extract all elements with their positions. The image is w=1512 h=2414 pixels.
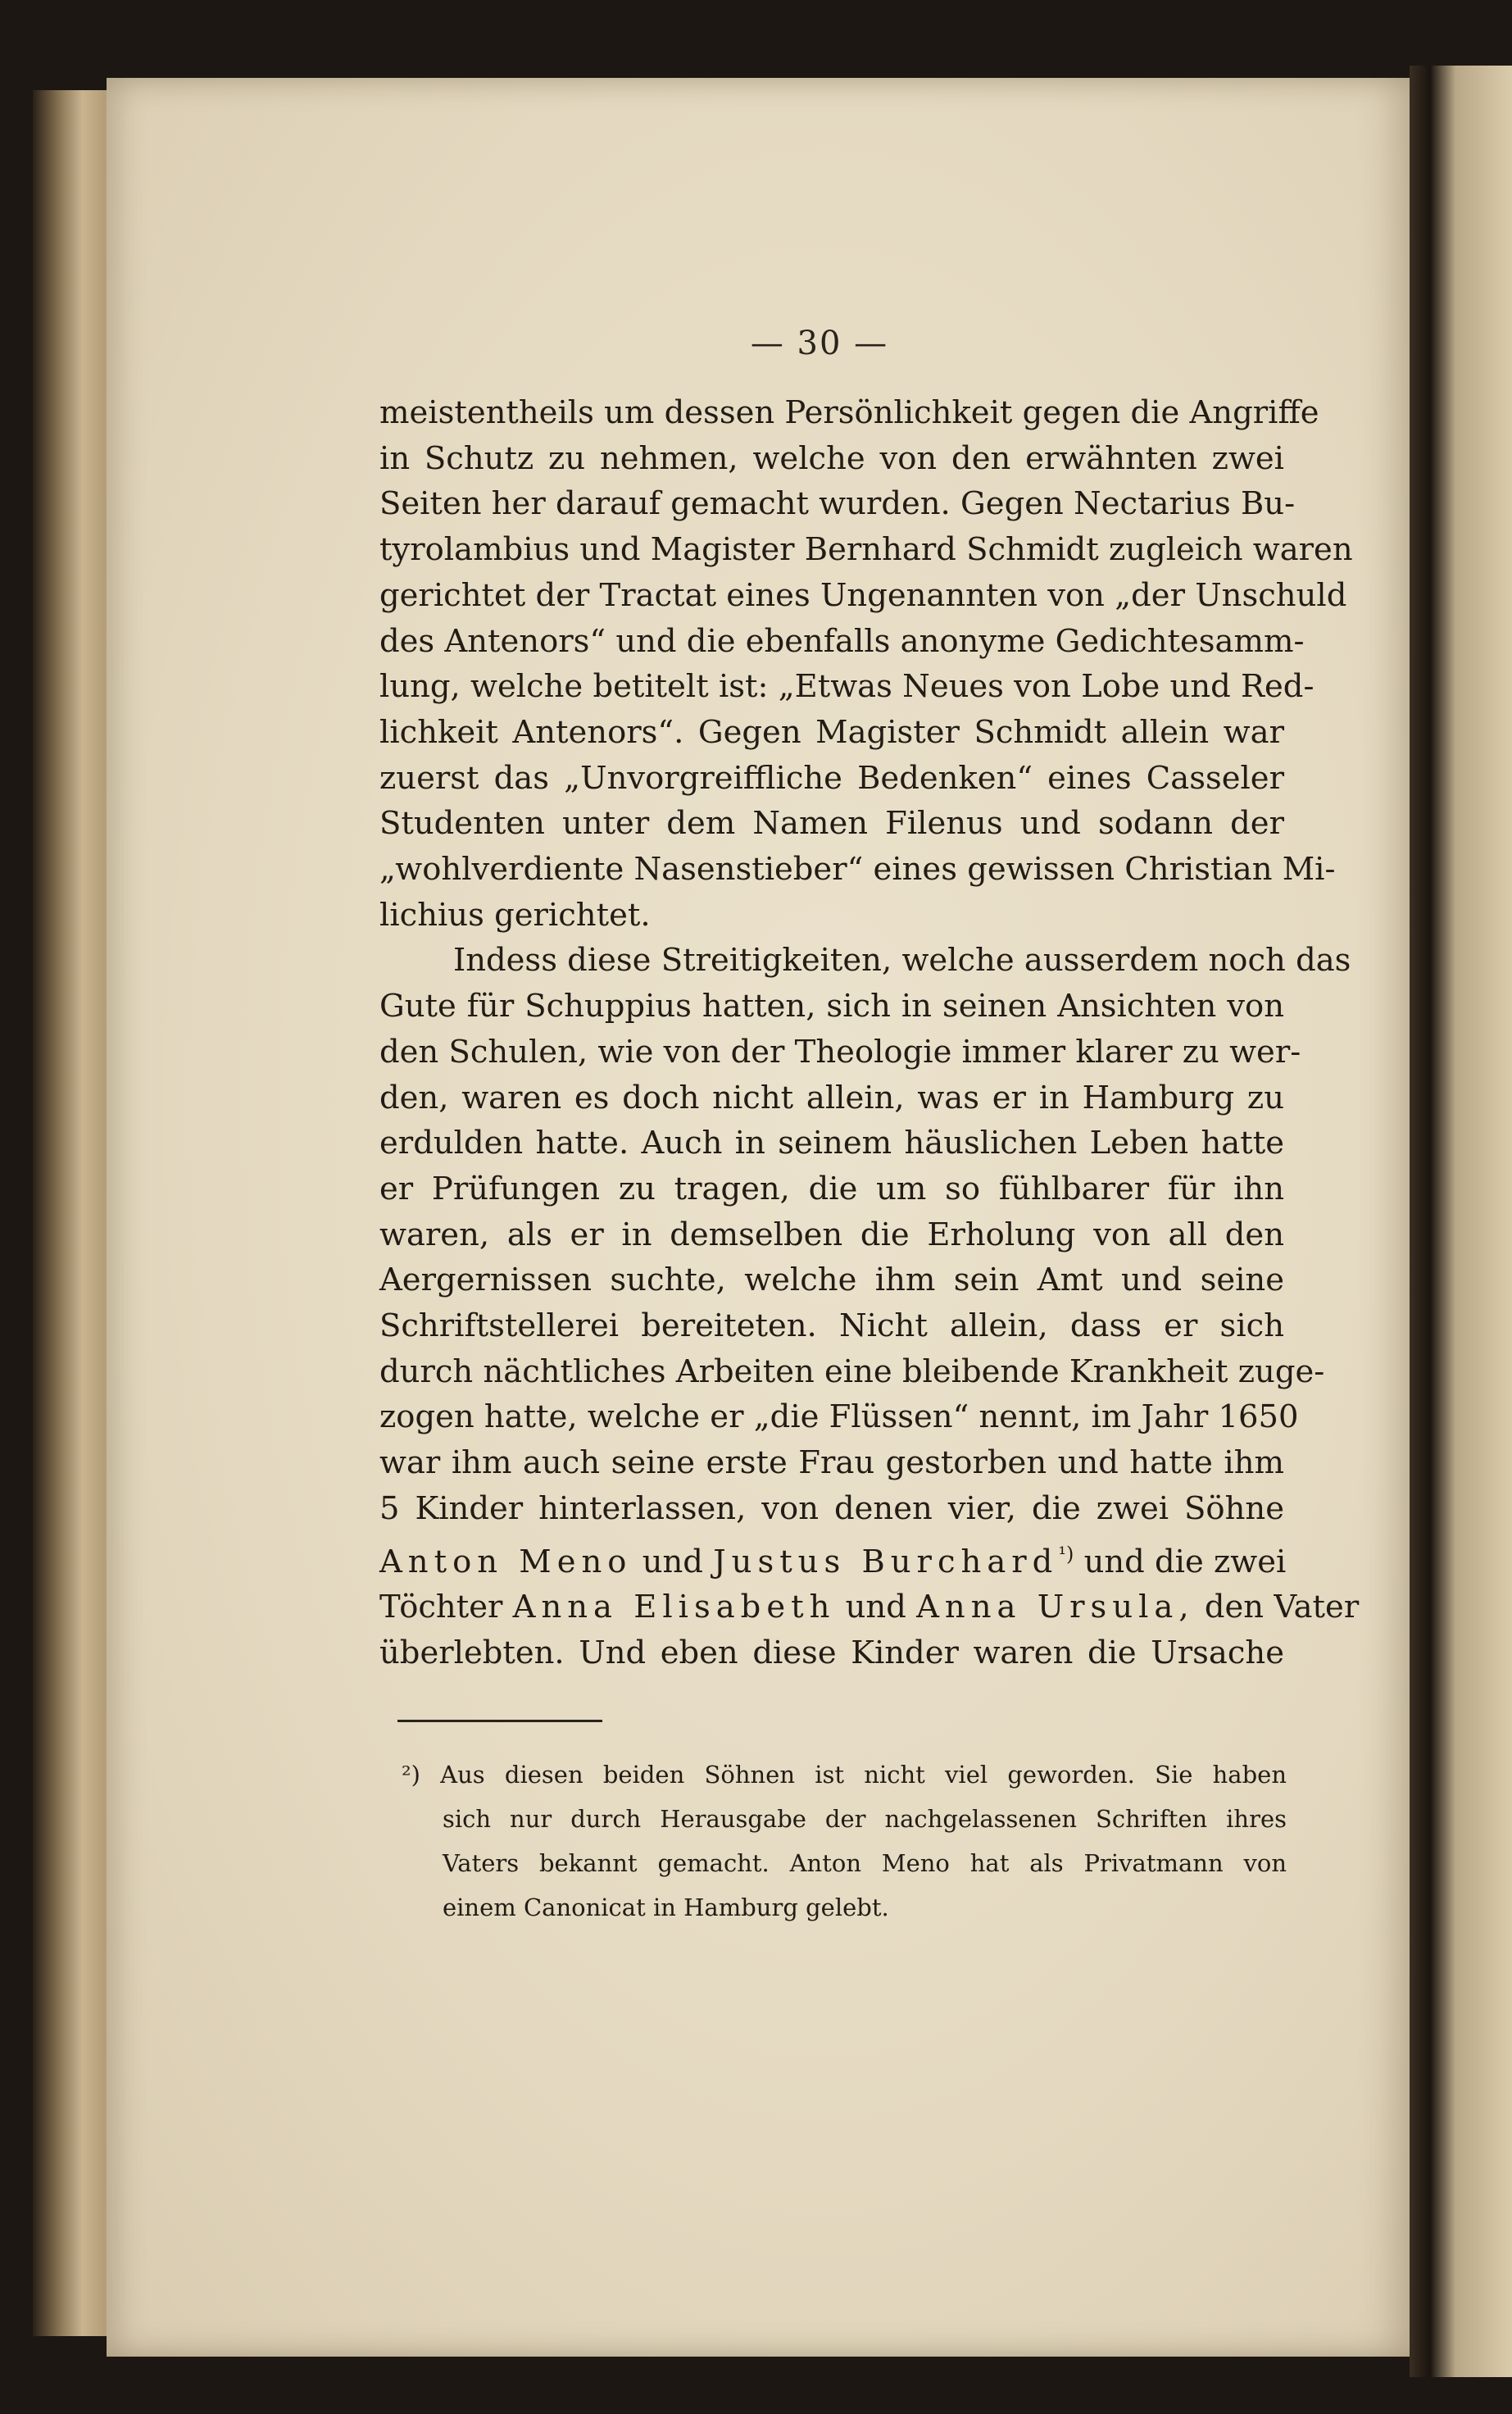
text-line: Töchter Anna Elisabeth und Anna Ursula, den Vater (379, 1589, 1360, 1626)
text-line: den, waren es doch nicht allein, was er in Hamburg zu (379, 1079, 1284, 1116)
text-line: den Schulen, wie von der Theologie immer klarer zu wer- (379, 1033, 1301, 1071)
text-line: durch nächtliches Arbeiten eine bleibende Krankheit zuge- (379, 1352, 1325, 1390)
text-line: erdulden hatte. Auch in seinem häuslichen Leben hatte (379, 1125, 1284, 1162)
page-number: — 30 — (750, 325, 889, 362)
text-line: Aergernissen suchte, welche ihm sein Amt und seine (379, 1262, 1284, 1299)
text-line: Studenten unter dem Namen Filenus und sodann der (379, 805, 1284, 843)
footnote-line: sich nur durch Herausgabe der nachgelassenen Schriften ihres (443, 1805, 1287, 1833)
text-line: tyrolambius und Magister Bernhard Schmidt zugleich waren (379, 531, 1353, 569)
footnotes (402, 1753, 1287, 1930)
text-line: Indess diese Streitigkeiten, welche ausserdem noch das (453, 942, 1351, 980)
text-line: „wohlverdiente Nasenstieber“ eines gewissen Christian Mi- (379, 851, 1336, 889)
footnote-line: Vaters bekannt gemacht. Anton Meno hat als Privatmann von (443, 1849, 1287, 1877)
text-line: zogen hatte, welche er „die Flüssen“ nennt, im Jahr 1650 (379, 1398, 1299, 1436)
text-line: meistentheils um dessen Persönlichkeit gegen die Angriffe (379, 394, 1319, 431)
text-line: Anton Meno und Justus Burchard$^{^1)}$ und die zwei (379, 1542, 1287, 1580)
text-line: waren, als er in demselben die Erholung von all den (379, 1216, 1284, 1253)
text-line: 5 Kinder hinterlassen, von denen vier, die zwei Söhne (379, 1489, 1284, 1527)
book-right-edge (1410, 66, 1512, 2377)
body-text (379, 390, 1360, 1676)
text-line: überlebten. Und eben diese Kinder waren die Ursache (379, 1634, 1284, 1671)
text-line: des Antenors“ und die ebenfalls anonyme Gedichtesamm- (379, 622, 1305, 660)
person-name: Anna Elisabeth (512, 1589, 836, 1626)
footnote-ref[interactable]: ¹) (1058, 1542, 1074, 1566)
text-line: lichius gerichtet. (379, 896, 651, 934)
person-name: Anna Ursula, (916, 1589, 1195, 1626)
text-line: lichkeit Antenors“. Gegen Magister Schmidt allein war (379, 713, 1284, 751)
text-line: gerichtet der Tractat eines Ungenannten von „der Unschuld (379, 576, 1347, 614)
text-line: Gute für Schuppius hatten, sich in seinen Ansichten von (379, 988, 1284, 1025)
text-line: Schriftstellerei bereiteten. Nicht allein, dass er sich (379, 1307, 1284, 1345)
text-line: er Prüfungen zu tragen, die um so fühlbarer für ihn (379, 1170, 1284, 1207)
person-name: Anton Meno (379, 1543, 633, 1580)
footnote-divider (397, 1720, 602, 1722)
text-line: Seiten her darauf gemacht wurden. Gegen Nectarius Bu- (379, 485, 1296, 523)
person-name: Justus Burchard (713, 1543, 1059, 1580)
footnote-line: ²) Aus diesen beiden Söhnen ist nicht viel geworden. Sie haben (402, 1761, 1287, 1789)
text-line: in Schutz zu nehmen, welche von den erwähnten zwei (379, 439, 1284, 477)
text-line: war ihm auch seine erste Frau gestorben und hatte ihm (379, 1444, 1284, 1482)
footnote-line: einem Canonicat in Hamburg gelebt. (443, 1893, 889, 1921)
text-line: zuerst das „Unvorgreiffliche Bedenken“ eines Casseler (379, 759, 1284, 797)
text-line: lung, welche betitelt ist: „Etwas Neues von Lobe und Red- (379, 668, 1314, 706)
